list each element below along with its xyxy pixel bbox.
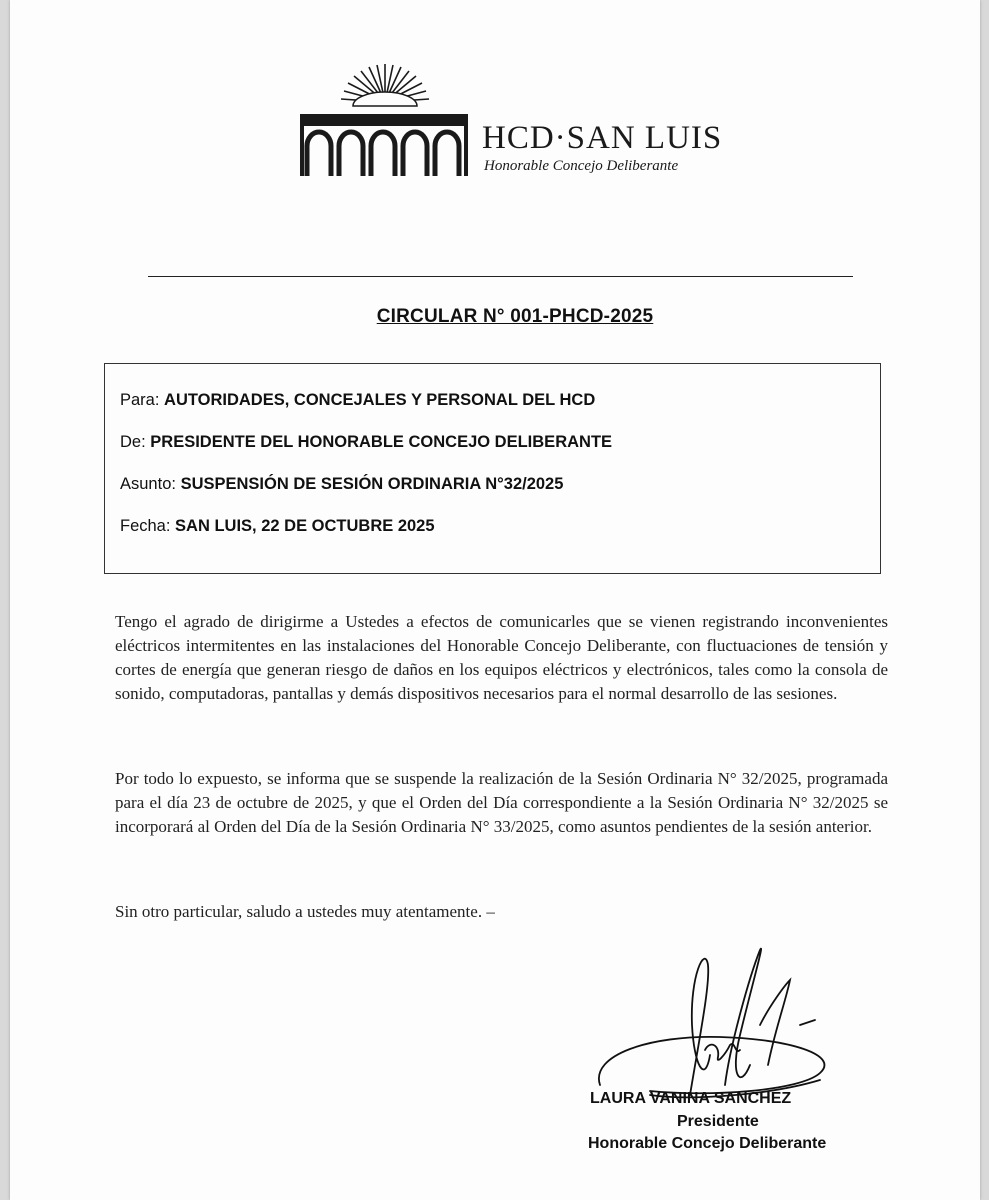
de-row [120, 433, 612, 452]
circular-title: CIRCULAR N° 001-PHCD-2025 [376, 306, 654, 327]
asunto-label: Asunto: [120, 475, 176, 493]
para-value: AUTORIDADES, CONCEJALES Y PERSONAL DEL HCD [164, 391, 596, 409]
logo-title: HCD·SAN LUIS [482, 120, 723, 156]
header-divider [148, 276, 853, 277]
signatory-name: LAURA VANINA SANCHEZ [590, 1090, 792, 1107]
signatory-organization: Honorable Concejo Deliberante [588, 1135, 827, 1152]
info-box [104, 363, 881, 574]
fecha-label: Fecha: [120, 517, 171, 535]
para-label: Para: [120, 391, 160, 409]
building-arches-icon [295, 58, 475, 188]
fecha-row [120, 517, 435, 536]
asunto-row [120, 475, 563, 494]
para-row [120, 391, 595, 410]
body-paragraph-2: Por todo lo expuesto, se informa que se suspende la realización de la Sesión Ordinaria N° 32/2025, programada para el día 23 de octubre de 2025, y que el Orden del Día correspondiente a la Sesión Ordinaria N° 32/2025 se incorporará al Orden del Día de la Sesión Ordinaria N° 33/2025, como asuntos pendientes de la sesión anterior. [115, 769, 888, 836]
logo-subtitle: Honorable Concejo Deliberante [484, 158, 679, 174]
de-label: De: [120, 433, 146, 451]
body-paragraph-1: Tengo el agrado de dirigirme a Ustedes a efectos de comunicarles que se vienen registrando inconvenientes eléctricos intermitentes en las instalaciones del Honorable Concejo Deliberante, con fluctuaciones de tensión y cortes de energía que generan riesgo de daños en los equipos eléctricos y electrónicos, tales como la consola de sonido, computadoras, pantallas y demás dispositivos necesarios para el normal desarrollo de las sesiones. [115, 612, 888, 703]
closing-line: Sin otro particular, saludo a ustedes muy atentamente. – [115, 902, 495, 921]
asunto-value: SUSPENSIÓN DE SESIÓN ORDINARIA N°32/2025 [180, 475, 564, 493]
de-value: PRESIDENTE DEL HONORABLE CONCEJO DELIBERANTE [150, 433, 613, 451]
fecha-value: SAN LUIS, 22 DE OCTUBRE 2025 [175, 517, 435, 535]
signatory-role: Presidente [677, 1113, 759, 1130]
hcd-logo [295, 58, 735, 188]
document-page [10, 0, 980, 1200]
